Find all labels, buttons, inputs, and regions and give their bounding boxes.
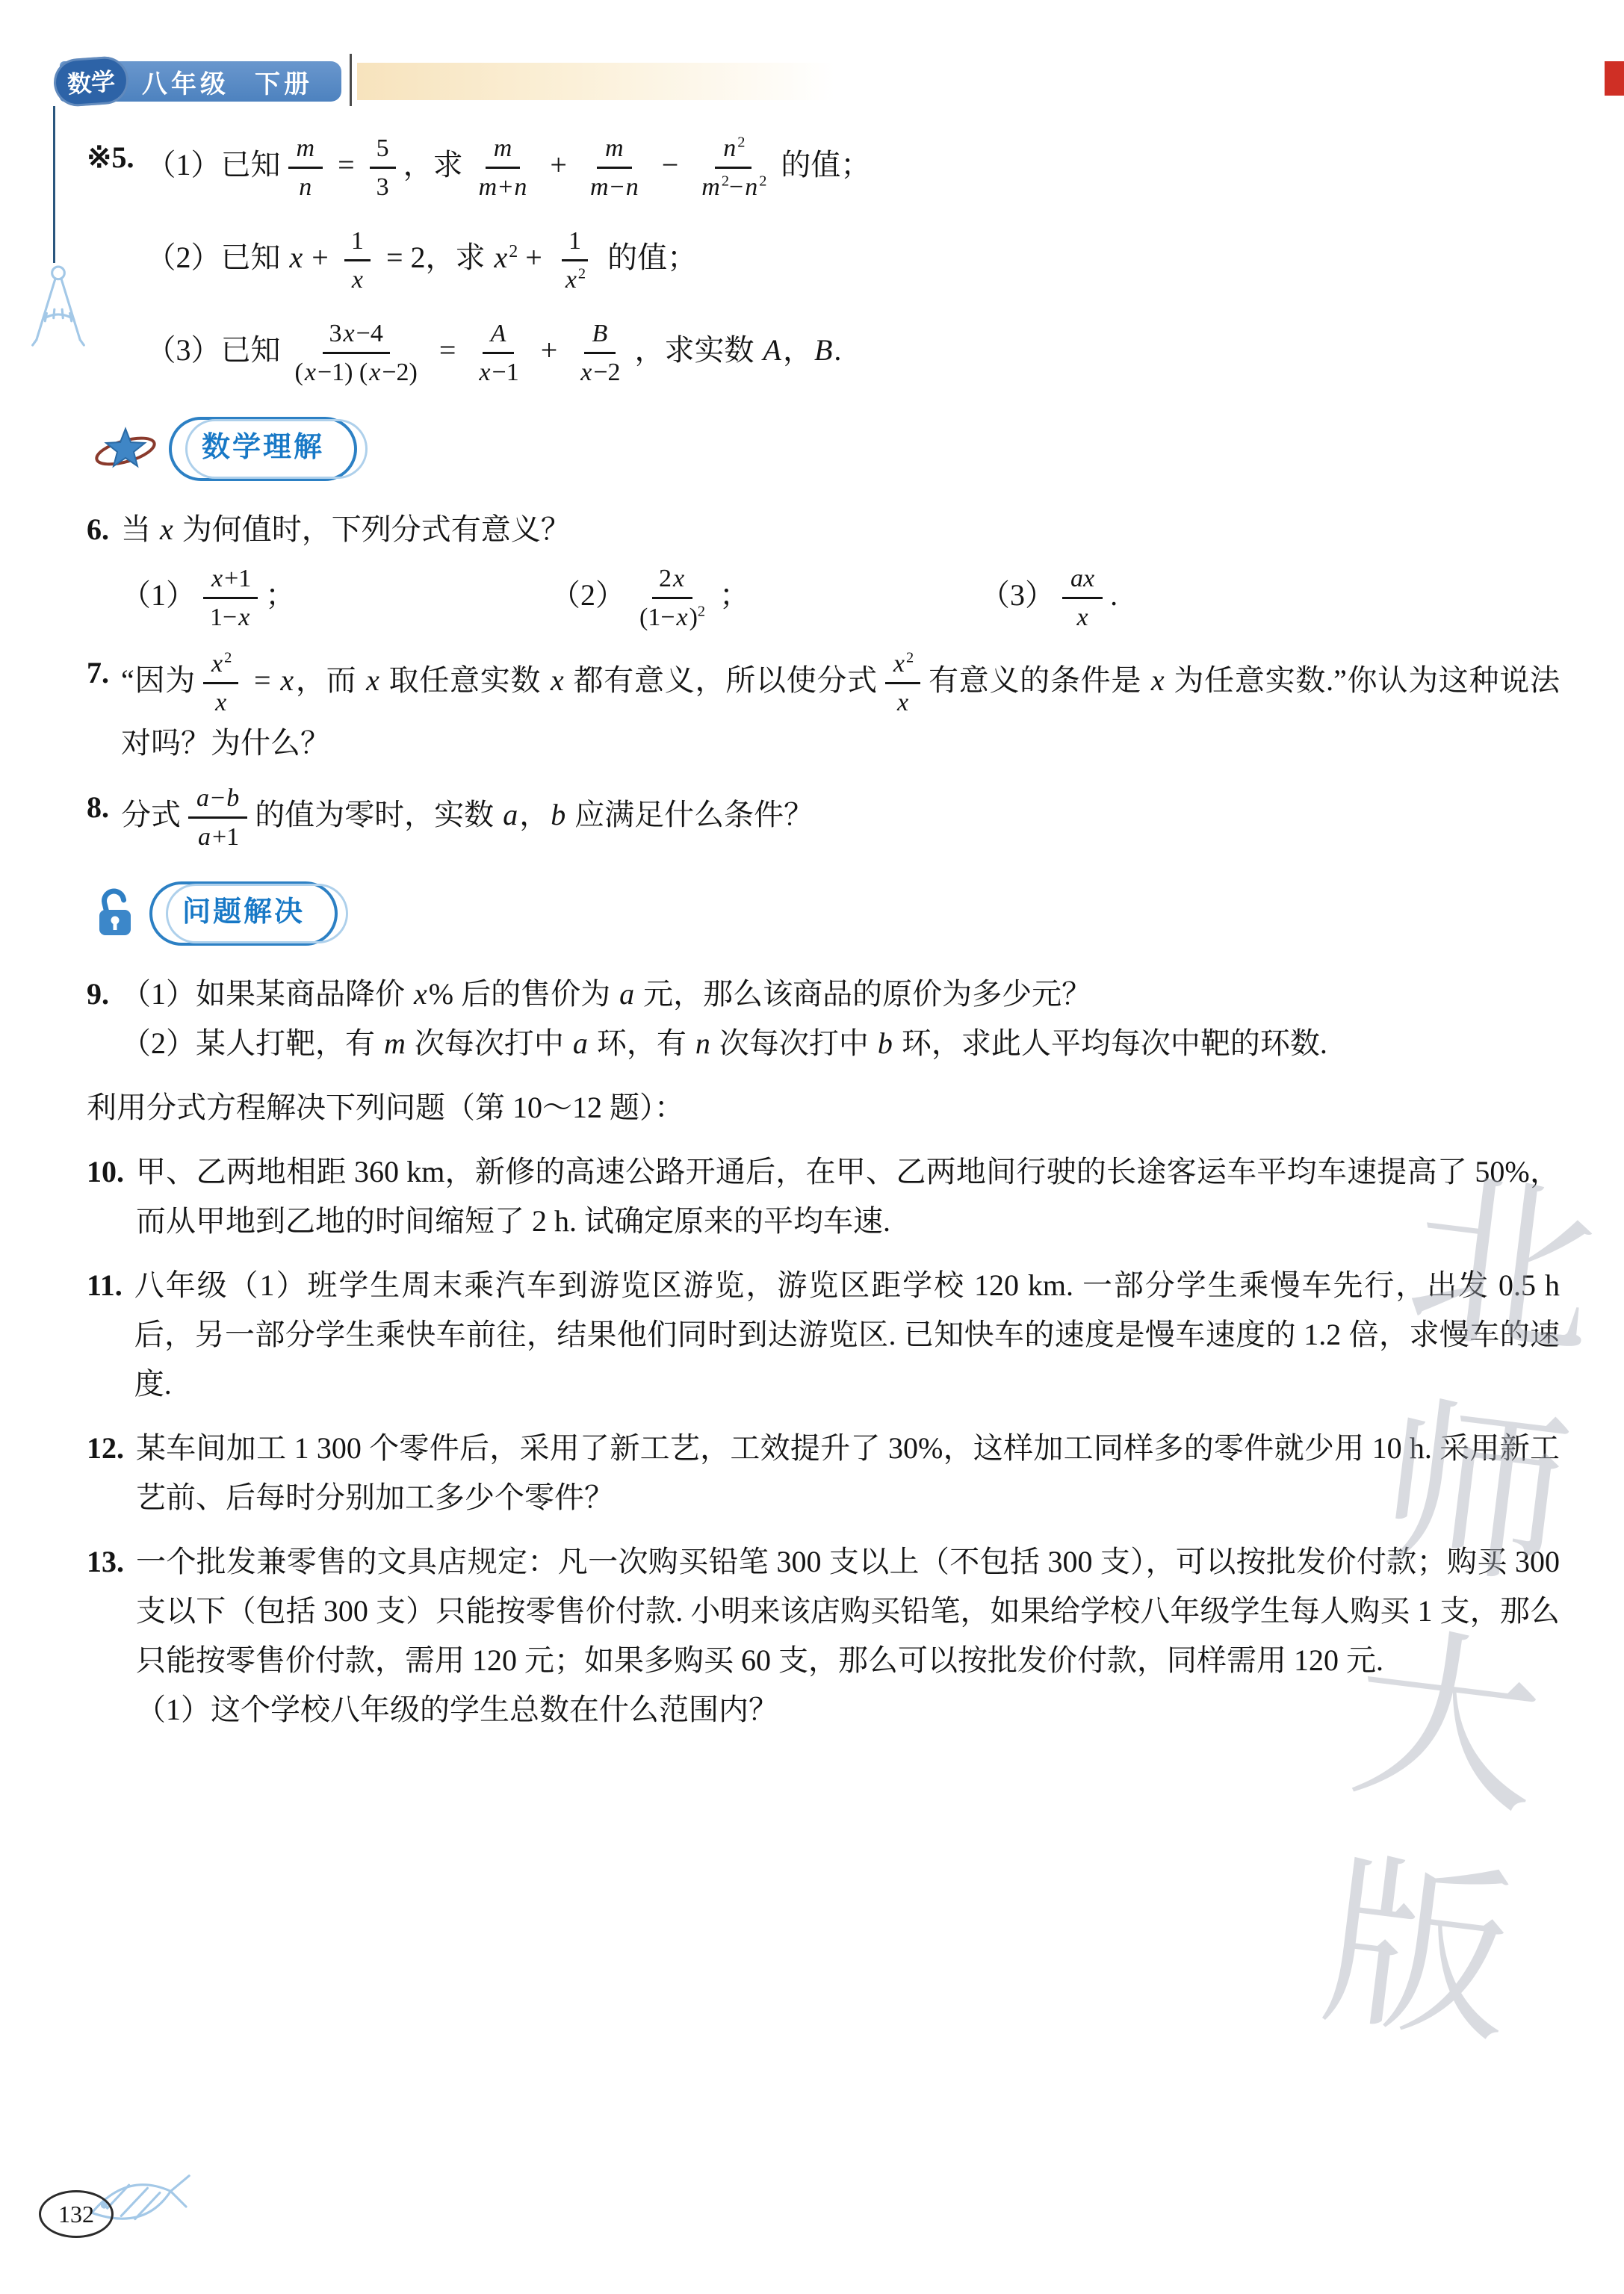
problem-11-text: 八年级（1）班学生周末乘汽车到游览区游览，游览区距学校 120 km. 一部分学生乘慢车先行，出发 0.5 h 后，另一部分学生乘快车前往，结果他们同时到达游览区. 已知快车的速度是慢车速度的 1.2 倍，求慢车的速度. [134, 1268, 1560, 1401]
problem-10 [87, 1147, 1560, 1246]
problem-body [121, 970, 1560, 1068]
header-divider [350, 54, 352, 106]
problem-9 [87, 970, 1560, 1068]
section-title-solving: 问题解决 [149, 881, 338, 946]
problem-body [121, 505, 1560, 633]
problem-5-part-3: （3）已知 $\frac{3x-4}{(x-1) (x-2)}$ = $\frac{A}{x-1}$ + $\frac{B}{x-2}$ ，求实数 A，B. [146, 319, 842, 387]
problem-12-text: 某车间加工 1 300 个零件后，采用了新工艺，工效提升了 30%，这样加工同样多的零件就少用 10 h. 采用新工艺前、后每时分别加工多少个零件？ [136, 1430, 1560, 1514]
problem-9-part-1: （1）如果某商品降价 x% 后的售价为 a 元，那么该商品的原价为多少元？ [121, 976, 1092, 1011]
page-title [142, 63, 313, 100]
header-gradient-band [357, 63, 835, 100]
problem-8 [87, 783, 1560, 853]
problem-body [146, 133, 1560, 388]
instruction-note: 利用分式方程解决下列问题（第 10～12 题）： [87, 1090, 684, 1124]
problem-number: 13. [87, 1544, 124, 1578]
page-number: 132 [39, 2190, 114, 2238]
problem-6-item-1: （1） $\frac{x+1}{1-x}$ ； [121, 564, 296, 632]
problem-number: 7. [87, 655, 109, 689]
problem-7 [87, 648, 1560, 768]
problem-6-item-2: （2） $\frac{2x}{(1-x)^2}$ ； [551, 564, 750, 632]
problem-6-stem: 当 x 为何值时，下列分式有意义？ [121, 512, 571, 546]
section-badge-understanding [91, 417, 1560, 481]
section-title-understanding: 数学理解 [169, 417, 357, 481]
problem-11 [87, 1261, 1560, 1409]
header-bar [60, 61, 341, 102]
padlock-icon [91, 887, 140, 940]
problem-13-sub-1: （1）这个学校八年级的学生总数在什么范围内？ [136, 1692, 778, 1726]
problem-5-part-2: （2）已知 x + $\frac{1}{x}$ = 2，求 $x^2$ + $\frac{1}{x^2}$ 的值； [146, 226, 698, 294]
problem-6 [87, 505, 1560, 633]
problem-number: 9. [87, 976, 109, 1011]
problem-number: 10. [87, 1154, 124, 1188]
problem-number: 12. [87, 1430, 124, 1465]
problem-number: 11. [87, 1268, 123, 1302]
problem-8-text: 分式 $\frac{a-b}{a+1}$ 的值为零时，实数 a，b 应满足什么条件？ [121, 784, 814, 852]
problem-12 [87, 1424, 1560, 1522]
problem-7-text: “因为 $\frac{x^2}{x}$ = x，而 x 取任意实数 x 都有意义，所以使分式 $\frac{x^2}{x}$ 有意义的条件是 x 为任意实数.”你认为这种说法对吗？为什么？ [121, 649, 1561, 760]
problem-number: 6. [87, 512, 109, 546]
grade-label: 八年级 [142, 69, 230, 99]
section-badge-solving [91, 881, 1560, 946]
problem-5 [87, 133, 1560, 388]
page-edge-tab [1605, 61, 1624, 96]
problem-13-text: 一个批发兼零售的文具店规定：凡一次购买铅笔 300 支以上（不包括 300 支），可以按批发价付款；购买 300 支以下（包括 300 支）只能按零售价付款. 小明来该店购买铅笔，如果给学校八年级学生每人购买 1 支，那么只能按零售价付款，需用 120 元；如果多购买 60 支，那么可以按批发价付款，同样需用 120 元. [136, 1544, 1560, 1677]
problem-number: ※5. [87, 140, 134, 174]
problem-9-part-2: （2）某人打靶，有 m 次每次打中 a 环，有 n 次每次打中 b 环，求此人平均每次中靶的环数. [121, 1026, 1327, 1060]
publisher-watermark: 北师大版 [1281, 1152, 1600, 2092]
star-orbit-icon [91, 424, 160, 474]
problem-10-text: 甲、乙两地相距 360 km，新修的高速公路开通后，在甲、乙两地间行驶的长途客运车平均车速提高了 50%，而从甲地到乙地的时间缩短了 2 h. 试确定原来的平均车速. [136, 1154, 1560, 1238]
problem-13 [87, 1537, 1560, 1735]
subject-logo: 数学 [52, 55, 130, 108]
problem-6-item-3: （3） $\frac{ax}{x}$ . [980, 564, 1118, 632]
problem-body [136, 1537, 1560, 1735]
problem-6-items [121, 563, 1560, 633]
problem-number: 8. [87, 790, 109, 824]
volume-label: 下册 [255, 69, 314, 99]
problem-5-part-1: （1）已知 $\frac{m}{n}$ = $\frac{5}{3}$ ，求 $\frac{m}{m+n}$ + $\frac{m}{m-n}$ − $\frac{n^2}{m^2-n^2}$ 的值； [146, 134, 871, 202]
exercise-content [0, 133, 1624, 1749]
